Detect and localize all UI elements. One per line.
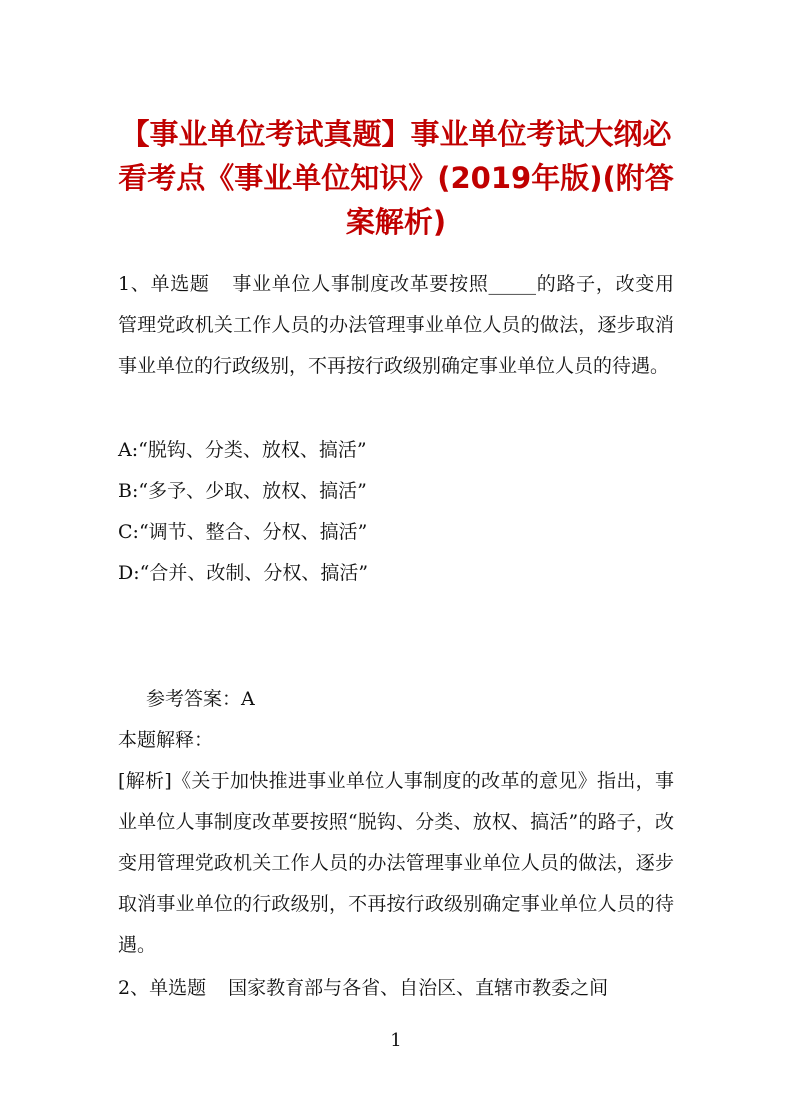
- question-1-explanation: [解析]《关于加快推进事业单位人事制度的改革的意见》指出，事业单位人事制度改革要按照“脱钩、分类、放权、搞活”的路子，改变用管理党政机关工作人员的办法管理事业单位人员的做法，逐步取消事业单位的行政级别，不再按行政级别确定事业单位人员的待遇。: [118, 770, 674, 956]
- question-1-option-d: D:“合并、改制、分权、搞活”: [118, 562, 369, 584]
- question-2-stem-block: [118, 968, 674, 1009]
- document-title: 【事业单位考试真题】事业单位考试大纲必看考点《事业单位知识》(2019年版)(附答案解析): [118, 117, 674, 239]
- question-2-number: 2、单选题: [118, 977, 207, 999]
- question-1-option-c: C:“调节、整合、分权、搞活”: [118, 521, 368, 543]
- question-1-option-a: A:“脱钩、分类、放权、搞活”: [118, 439, 367, 461]
- question-1-stem: 事业单位人事制度改革要按照_____的路子，改变用管理党政机关工作人员的办法管理事业单位人员的做法，逐步取消事业单位的行政级别，不再按行政级别确定事业单位人员的待遇。: [118, 273, 674, 377]
- question-1-number: 1、单选题: [118, 273, 210, 295]
- question-1-option-b: B:“多予、少取、放权、搞活”: [118, 480, 367, 502]
- question-1-stem-block: [118, 264, 674, 387]
- question-1-explanation-heading: 本题解释：: [118, 729, 214, 751]
- question-2-stem: 国家教育部与各省、自治区、直辖市教委之间: [228, 977, 609, 999]
- question-1-answer: 参考答案：A: [146, 688, 255, 710]
- page-number: 1: [390, 1030, 402, 1051]
